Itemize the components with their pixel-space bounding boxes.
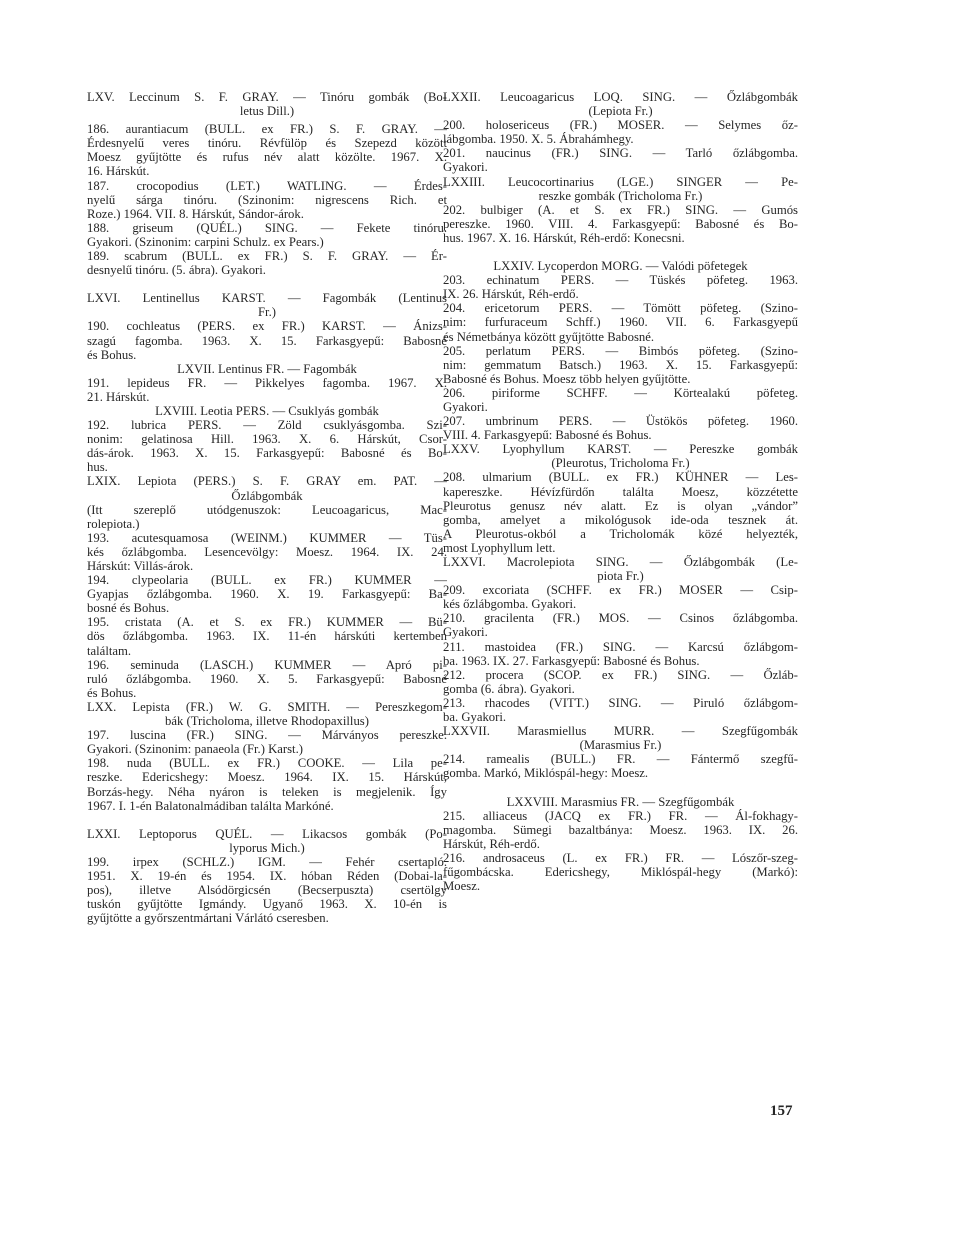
- text-line: 193. acutesquamosa (WEINM.) KUMMER — Tüs-: [87, 530, 447, 545]
- text-line: nim: furfuraceum Schff.) 1960. VII. 6. Farkasgyepű: [443, 315, 798, 330]
- text-line: most Lyophyllum lett.: [443, 540, 556, 555]
- text-line: desnyelű tinóru. (5. ábra). Gyakori.: [87, 263, 266, 278]
- text-line: 213. rhacodes (VITT.) SING. — Piruló őzlábgom-: [443, 695, 798, 710]
- text-line: 211. mastoidea (FR.) SING. — Karcsú őzlábgom-: [443, 639, 798, 654]
- text-line: 212. procera (SCOP. ex FR.) SING. — Őzláb-: [443, 667, 798, 682]
- text-line: 195. cristata (A. et S. ex FR.) KUMMER — Bü-: [87, 615, 447, 630]
- text-line: [87, 813, 447, 827]
- text-line: 210. gracilenta (FR.) MOS. — Csinos őzlábgomba.: [443, 611, 798, 626]
- left-text-column: [87, 90, 447, 925]
- text-line: nonim: gelatinosa Hill. 1963. X. 6. Hárskút, Csor-: [87, 432, 447, 447]
- text-line: reszke. Edericshegy: Moesz. 1964. IX. 15. Hárskút,: [87, 770, 447, 785]
- text-line: 205. perlatum PERS. — Bimbós pöfeteg. (Szino-: [443, 343, 798, 358]
- text-line: hus.: [87, 460, 108, 475]
- text-line: LXXII. Leucoagaricus LOQ. SING. — Őzlábgombák: [443, 90, 798, 104]
- text-line: Borzás-hegy. Néha nyáron is teleken is megjelenik. Így: [87, 784, 447, 799]
- text-line: Moesz gyűjtötte és rufus név alatt közölte. 1967. X.: [87, 150, 447, 165]
- text-line: Gyakori.: [443, 625, 488, 640]
- text-line: LXVII. Lentinus FR. — Fagombák: [177, 361, 357, 376]
- text-line: (Marasmius Fr.): [579, 738, 662, 753]
- text-line: ba. Gyakori.: [443, 710, 507, 725]
- text-line: Moesz.: [443, 879, 480, 894]
- text-line: LXXIV. Lycoperdon MORG. — Valódi pöfetegek: [493, 259, 748, 274]
- text-line: [87, 277, 447, 291]
- text-line: és Németbánya között gyűjtötte Babosné.: [443, 329, 655, 344]
- text-line: LXVI. Lentinellus KARST. — Fagombák (Lentinus: [87, 291, 447, 306]
- text-line: 199. irpex (SCHLZ.) IGM. — Fehér csertapló.: [87, 854, 447, 869]
- text-line: LXXIII. Leucocortinarius (LGE.) SINGER — Pe-: [443, 174, 798, 189]
- text-line: (Pleurotus, Tricholoma Fr.): [551, 456, 690, 471]
- text-line: gomba (6. ábra). Gyakori.: [443, 681, 575, 696]
- text-line: kés őzlábgomba. Lesencevölgy: Moesz. 1964. IX. 24.: [87, 544, 447, 559]
- text-line: letus Dill.): [239, 104, 295, 119]
- text-line: Érdesnyelű veres tinóru. Révfülöp és Szepezd között: [87, 136, 447, 151]
- text-line: rolepiota.): [87, 516, 140, 531]
- text-line: Fr.): [258, 305, 276, 320]
- text-line: VIII. 4. Farkasgyepű: Babosné és Bohus.: [443, 428, 652, 443]
- text-line: 21. Hárskút.: [87, 389, 150, 404]
- text-line: Hárskút, Réh-erdő.: [443, 836, 540, 851]
- text-line: fűgombácska. Edericshegy, Miklóspál-hegy (Markó):: [443, 864, 798, 879]
- text-line: 197. luscina (FR.) SING. — Márványos pereszke.: [87, 728, 447, 743]
- text-line: (Lepiota Fr.): [588, 104, 653, 119]
- text-line: 187. crocopodius (LET.) WATLING. — Érdes-: [87, 178, 447, 193]
- text-line: nyelű sárga tinóru. (Szinonim: nigrescens Rich. et: [87, 192, 447, 207]
- text-line: Roze.) 1964. VII. 8. Hárskút, Sándor-árok.: [87, 206, 304, 221]
- text-line: LXXVI. Macrolepiota SING. — Őzlábgombák (Le-: [443, 555, 798, 569]
- text-line: 200. holosericeus (FR.) MOSER. — Selymes őz-: [443, 118, 798, 133]
- text-line: A Pleurotus-okból a Tricholomák közé helyezték,: [443, 526, 798, 541]
- text-line: gomba. Markó, Miklóspál-hegy: Moesz.: [443, 766, 649, 781]
- text-line: és Bohus.: [87, 347, 137, 362]
- right-text-column: [443, 90, 798, 893]
- text-line: reszke gombák (Tricholoma Fr.): [538, 188, 703, 203]
- text-line: 186. aurantiacum (BULL. ex FR.) S. F. GRAY. —: [87, 122, 447, 137]
- text-line: LXXV. Lyophyllum KARST. — Pereszke gombák: [443, 442, 798, 457]
- text-line: lábgomba. 1950. X. 5. Ábrahámhegy.: [443, 132, 634, 147]
- text-line: dös őzlábgomba. 1963. IX. 11-én hárskúti kertemben: [87, 629, 447, 644]
- text-line: 206. piriforme SCHFF. — Körtealakú pöfeteg.: [443, 385, 798, 400]
- text-line: nim: gemmatum Batsch.) 1963. X. 15. Farkasgyepű:: [443, 357, 798, 372]
- text-line: kés őzlábgomba. Gyakori.: [443, 597, 577, 612]
- text-line: ruló őzlábgomba. 1960. X. 5. Farkasgyepű: Babosné: [87, 671, 447, 686]
- text-line: 207. umbrinum PERS. — Üstökös pöfeteg. 1960.: [443, 414, 798, 429]
- text-line: 1967. I. 1-én Balatonalmádiban találta Markóné.: [87, 798, 334, 813]
- text-line: pos), illetve Alsódörgicsén (Becserpuszta) csertölgy: [87, 883, 447, 898]
- text-line: 189. scabrum (BULL. ex FR.) S. F. GRAY. — Ér-: [87, 249, 447, 264]
- text-line: Gyakori. (Szinonim: carpini Schulz. ex Pears.): [87, 234, 324, 249]
- text-line: [443, 245, 798, 259]
- text-line: és Bohus.: [87, 685, 137, 700]
- text-line: piota Fr.): [597, 569, 644, 584]
- text-line: 201. naucinus (FR.) SING. — Tarló őzlábgomba.: [443, 146, 798, 161]
- text-line: LXIX. Lepiota (PERS.) S. F. GRAY em. PAT. —: [87, 474, 447, 489]
- text-line: 190. cochleatus (PERS. ex FR.) KARST. — Ánizs-: [87, 319, 447, 334]
- text-line: kapereszke. Hévízfürdőn találta Moesz, közzétette: [443, 484, 798, 499]
- text-line: Hárskút: Villás-árok.: [87, 559, 194, 573]
- text-line: Gyakori.: [443, 160, 488, 175]
- text-line: 203. echinatum PERS. — Tüskés pöfeteg. 1963.: [443, 273, 798, 288]
- text-line: dás-árok. 1963. X. 15. Farkasgyepű: Babosné és Bo-: [87, 446, 447, 461]
- text-line: bosné és Bohus.: [87, 601, 170, 616]
- text-line: találtam.: [87, 643, 132, 658]
- text-line: LXVIII. Leotia PERS. — Csuklyás gombák: [155, 403, 379, 418]
- text-line: gomba, amelyet a mikológusok ide-oda tesznek át.: [443, 512, 798, 527]
- text-line: (Itt szereplő utódgenuszok: Leucoagaricus, Mac-: [87, 502, 447, 517]
- text-line: LXX. Lepista (FR.) W. G. SMITH. — Pereszkegom-: [87, 699, 447, 714]
- text-line: hus. 1967. X. 16. Hárskút, Réh-erdő: Konecsni.: [443, 230, 685, 245]
- text-line: Babosné és Bohus. Moesz több helyen gyűjtötte.: [443, 371, 691, 386]
- text-line: tuskón gyűjtötte Igmándy. Ugyanő 1963. X. 10-én is: [87, 897, 447, 912]
- page-number: 157: [770, 1103, 793, 1119]
- text-line: LXXVIII. Marasmius FR. — Szegfűgombák: [506, 794, 735, 809]
- text-line: 202. bulbiger (A. et S. ex FR.) SING. — Gumós: [443, 202, 798, 217]
- text-line: 216. androsaceus (L. ex FR.) FR. — Lószőr-szeg-: [443, 850, 798, 865]
- text-line: pereszke. 1960. VIII. 4. Farkasgyepű: Babosné és Bo-: [443, 216, 798, 231]
- text-line: ba. 1963. IX. 27. Farkasgyepű: Babosné és Bohus.: [443, 653, 700, 668]
- text-line: 16. Hárskút.: [87, 164, 150, 179]
- text-line: magomba. Sümegi bazaltbánya: Moesz. 1963. IX. 26.: [443, 822, 798, 837]
- text-line: 188. griseum (QUÉL.) SING. — Fekete tinóru.: [87, 220, 447, 235]
- text-line: 214. ramealis (BULL.) FR. — Fántermő szegfű-: [443, 752, 798, 767]
- text-line: 208. ulmarium (BULL. ex FR.) KÜHNER — Les-: [443, 470, 798, 485]
- text-line: 192. lubrica PERS. — Zöld csuklyásgomba. Szi-: [87, 418, 447, 433]
- text-line: 198. nuda (BULL. ex FR.) COOKE. — Lila pe-: [87, 756, 447, 771]
- text-line: bák (Tricholoma, illetve Rhodopaxillus): [165, 714, 369, 729]
- text-line: 191. lepideus FR. — Pikkelyes fagomba. 1967. X.: [87, 375, 447, 390]
- text-line: 196. seminuda (LASCH.) KUMMER — Apró pi-: [87, 657, 447, 672]
- text-line: LXV. Leccinum S. F. GRAY. — Tinóru gombák (Bo-: [87, 90, 447, 104]
- text-line: Gyakori.: [443, 399, 488, 414]
- text-line: gyűjtötte a győrszentmártani Várlátó cseresben.: [87, 911, 329, 926]
- text-line: LXXI. Leptoporus QUÉL. — Likacsos gombák (Po-: [87, 826, 447, 841]
- text-line: Gyakori. (Szinonim: panaeola (Fr.) Karst.): [87, 742, 303, 757]
- text-line: 204. ericetorum PERS. — Tömött pöfeteg. (Szino-: [443, 301, 798, 316]
- text-line: 194. clypeolaria (BULL. ex FR.) KUMMER —: [87, 573, 447, 588]
- text-line: IX. 26. Hárskút, Réh-erdő.: [443, 287, 579, 302]
- text-line: Pleurotus genusz név alatt. Ez is olyan „vándor”: [443, 498, 798, 513]
- text-line: Őzlábgombák: [231, 488, 303, 503]
- text-line: [443, 781, 798, 795]
- text-line: 215. alliaceus (JACQ ex FR.) FR. — Ál-fokhagy-: [443, 808, 798, 823]
- text-line: lyporus Mich.): [229, 840, 305, 855]
- text-line: 1951. X. 19-én és 1954. IX. hóban Réden (Dobai-la-: [87, 868, 447, 883]
- text-line: szagú fagomba. 1963. X. 15. Farkasgyepű: Babosné: [87, 333, 447, 348]
- text-line: Gyapjas őzlábgomba. 1960. X. 19. Farkasgyepű: Ba-: [87, 587, 447, 602]
- text-line: LXXVII. Marasmiellus MURR. — Szegfűgombák: [443, 724, 798, 739]
- text-line: 209. excoriata (SCHFF. ex FR.) MOSER — Csip-: [443, 583, 798, 598]
